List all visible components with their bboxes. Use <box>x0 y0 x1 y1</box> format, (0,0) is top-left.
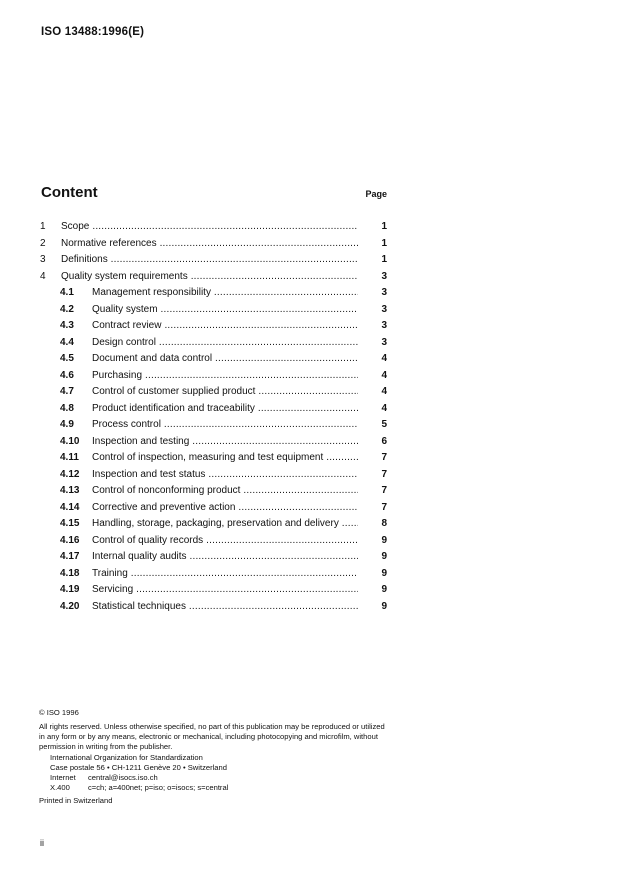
toc-entry-title: Definitions <box>61 254 108 265</box>
toc-entry-page: 8 <box>381 518 387 529</box>
toc-entry[interactable] <box>40 269 387 286</box>
toc-entry[interactable] <box>40 351 387 368</box>
toc-entry[interactable] <box>40 549 387 566</box>
toc-entry-number: 4.9 <box>60 419 74 430</box>
toc-entry-number: 4 <box>40 270 46 282</box>
toc-entry-title: Design control <box>92 336 156 348</box>
toc-entry-title: Product identification and traceability <box>92 402 255 414</box>
toc-entry-page: 9 <box>381 600 387 612</box>
toc-entry[interactable] <box>40 285 387 302</box>
toc-entry-title: Handling, storage, packaging, preservation and delivery <box>92 518 339 529</box>
toc-entry-title: Inspection and testing <box>92 435 190 447</box>
toc-entry-number: 4.11 <box>60 452 79 463</box>
toc-entry-title: Document and data control <box>92 353 213 364</box>
toc-entry-title: Control of nonconforming product <box>92 485 241 496</box>
toc-entry[interactable] <box>40 335 387 352</box>
internet-label: Internet <box>50 773 76 782</box>
toc-entry-page: 6 <box>381 435 387 447</box>
toc-entry-number: 4.2 <box>60 303 74 315</box>
toc-entry-page: 9 <box>381 534 387 546</box>
internet-address[interactable]: central@isocs.iso.ch <box>88 773 158 782</box>
toc-entry-number: 2 <box>40 237 46 249</box>
toc-entry-title: Contract review <box>92 320 162 331</box>
toc-entry[interactable] <box>40 516 387 533</box>
toc-entry-page: 1 <box>381 237 387 249</box>
rights-statement: All rights reserved. Unless otherwise specified, no part of this publication may be reproduced or utilized in any form or by any means, electronic or mechanical, including photocopying and microfilm, without permission in writing from the publisher. <box>39 722 385 751</box>
toc-entry[interactable] <box>40 483 387 500</box>
toc-entry-page: 1 <box>381 221 387 232</box>
toc-entry-number: 4.15 <box>60 518 80 529</box>
toc-entry-number: 4.4 <box>60 336 74 348</box>
toc-entry[interactable] <box>40 318 387 335</box>
toc-entry-title: Normative references <box>61 237 157 249</box>
toc-entry-page: 4 <box>381 386 387 397</box>
toc-entry-page: 3 <box>381 287 387 298</box>
toc-entry-number: 4.17 <box>60 551 80 562</box>
toc-entry-page: 9 <box>381 551 387 562</box>
toc-entry-number: 4.6 <box>60 369 74 381</box>
toc-entry-title: Inspection and test status <box>92 468 206 480</box>
toc-entry[interactable] <box>40 467 387 484</box>
toc-entry-number: 4.8 <box>60 402 74 414</box>
toc-entry-page: 3 <box>381 303 387 315</box>
toc-entry-number: 1 <box>40 221 46 232</box>
toc-entry-number: 3 <box>40 254 46 265</box>
toc-entry[interactable] <box>40 302 387 319</box>
toc-entry[interactable] <box>40 417 387 434</box>
toc-entry-page: 4 <box>381 369 387 381</box>
toc-entry-title: Control of customer supplied product <box>92 386 256 397</box>
toc-entry[interactable] <box>40 401 387 418</box>
toc-entry-page: 7 <box>381 485 387 496</box>
toc-entry-title: Quality system <box>92 303 158 315</box>
toc-entry-page: 4 <box>381 353 387 364</box>
toc-entry-page: 7 <box>381 468 387 480</box>
toc-entry-number: 4.14 <box>60 501 80 513</box>
toc-entry-page: 9 <box>381 584 387 595</box>
x400-label: X.400 <box>50 783 70 792</box>
toc-entry-number: 4.7 <box>60 386 74 397</box>
toc-entry-page: 7 <box>381 452 387 463</box>
table-of-contents <box>40 219 387 615</box>
toc-entry[interactable] <box>40 599 387 616</box>
toc-entry[interactable] <box>40 533 387 550</box>
x400-address: c=ch; a=400net; p=iso; o=isocs; s=central <box>88 783 229 792</box>
toc-entry-number: 4.10 <box>60 435 80 447</box>
toc-entry[interactable] <box>40 500 387 517</box>
toc-entry-page: 3 <box>381 320 387 331</box>
toc-entry-page: 1 <box>381 254 387 265</box>
toc-entry-title: Servicing <box>92 584 134 595</box>
postal-address: Case postale 56 • CH-1211 Genève 20 • Switzerland <box>50 763 227 772</box>
toc-entry-title: Management responsibility <box>92 287 211 298</box>
toc-title: Content <box>41 184 98 201</box>
toc-entry-number: 4.16 <box>60 534 80 546</box>
toc-entry-title: Training <box>92 567 128 579</box>
toc-entry-number: 4.5 <box>60 353 74 364</box>
copyright-footer <box>39 708 389 806</box>
toc-entry[interactable] <box>40 566 387 583</box>
toc-entry-number: 4.1 <box>60 287 74 298</box>
copyright-notice: © ISO 1996 <box>39 708 79 717</box>
toc-entry-title: Process control <box>92 419 161 430</box>
toc-entry[interactable] <box>40 384 387 401</box>
toc-entry[interactable] <box>40 219 387 236</box>
toc-entry-title: Statistical techniques <box>92 600 186 612</box>
document-id: ISO 13488:1996(E) <box>41 26 145 38</box>
toc-entry-number: 4.20 <box>60 600 80 612</box>
toc-entry[interactable] <box>40 252 387 269</box>
page-column-heading: Page <box>365 189 387 199</box>
toc-entry[interactable] <box>40 434 387 451</box>
toc-entry-title: Control of quality records <box>92 534 204 546</box>
toc-entry-page: 3 <box>381 336 387 348</box>
toc-entry-number: 4.13 <box>60 485 80 496</box>
toc-entry[interactable] <box>40 450 387 467</box>
toc-entry-number: 4.3 <box>60 320 74 331</box>
page-number: ii <box>40 838 44 848</box>
toc-entry-title: Internal quality audits <box>92 551 187 562</box>
toc-entry-number: 4.19 <box>60 584 80 595</box>
toc-entry-number: 4.18 <box>60 567 80 579</box>
toc-entry-number: 4.12 <box>60 468 80 480</box>
toc-entry-page: 9 <box>381 567 387 579</box>
toc-entry[interactable] <box>40 236 387 253</box>
internet-contact <box>39 773 389 783</box>
toc-entry-title: Purchasing <box>92 369 143 381</box>
toc-entry-title: Control of inspection, measuring and test equipment <box>92 452 324 463</box>
toc-entry[interactable] <box>40 582 387 599</box>
toc-entry-page: 5 <box>381 419 387 430</box>
x400-contact <box>39 783 389 793</box>
toc-entry-page: 4 <box>381 402 387 414</box>
organization-name: International Organization for Standardization <box>50 753 203 762</box>
toc-entry-title: Scope <box>61 221 90 232</box>
toc-entry-page: 7 <box>381 501 387 513</box>
toc-entry[interactable] <box>40 368 387 385</box>
toc-entry-page: 3 <box>381 270 387 282</box>
toc-entry-title: Corrective and preventive action <box>92 501 236 513</box>
printed-in: Printed in Switzerland <box>39 796 113 805</box>
toc-entry-title: Quality system requirements <box>61 270 188 282</box>
